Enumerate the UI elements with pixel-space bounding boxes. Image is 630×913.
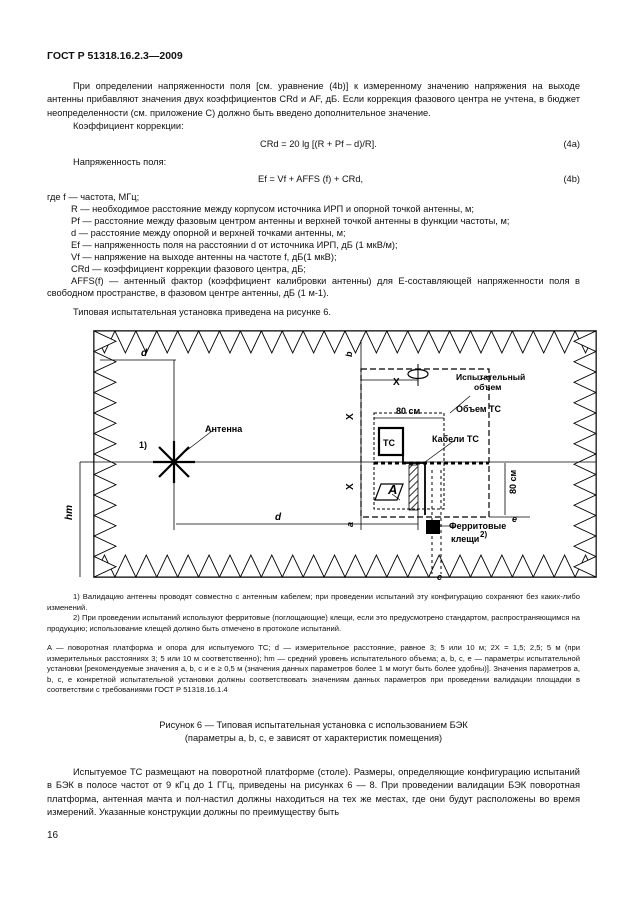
absorber-cone [282, 555, 303, 577]
absorber-cone [94, 434, 116, 455]
absorber-cone [94, 516, 116, 537]
absorber-cone [450, 555, 471, 577]
footnote-2: 2) При проведении испытаний используют ферритовые (поглощающие) клещи, если это предусмотрено стандартом, распространяющимся на продукцию; использование клещей должно быть отмечено в протоколе испытаний. [47, 613, 580, 633]
field-label: Напряженность поля: [73, 157, 167, 167]
absorber-cones [94, 331, 596, 577]
absorber-cone [554, 331, 575, 353]
absorber-cone [574, 536, 596, 557]
label-fn1: 1) [139, 440, 148, 450]
def-line: CRd — коэффициент коррекции фазового центра, дБ; [71, 264, 306, 274]
absorber-cone [512, 555, 533, 577]
equation-4a-number: (4a) [563, 139, 580, 149]
absorber-cone [491, 331, 512, 353]
absorber-cone [220, 331, 241, 353]
setup-intro: Типовая испытательная установка приведена на рисунке 6. [73, 307, 332, 317]
absorber-cone [491, 555, 512, 577]
label-d-main: d [275, 512, 282, 523]
label-x-lower: X [345, 483, 356, 490]
absorber-cone [574, 454, 596, 475]
page-number: 16 [47, 830, 59, 841]
absorber-cone [94, 352, 116, 373]
label-volume-1: Испытательный [456, 372, 526, 382]
absorber-cone [303, 555, 324, 577]
absorber-cone [554, 555, 575, 577]
absorber-cone [387, 331, 408, 353]
label-volume-2: объем [474, 382, 502, 392]
def-line: R — необходимое расстояние между корпусом источника ИРП и опорной точкой антенны, м; [71, 204, 475, 214]
label-c: c [437, 572, 443, 582]
absorber-cone [199, 555, 220, 577]
equation-4a: CRd = 20 lg [(R + Pf – d)/R]. [260, 139, 377, 149]
absorber-cone [178, 331, 199, 353]
standard-header: ГОСТ Р 51318.16.2.3—2009 [47, 50, 183, 62]
absorber-cone [324, 555, 345, 577]
equation-4b-number: (4b) [563, 174, 580, 184]
absorber-cone [574, 352, 596, 373]
label-x-horiz: X [393, 377, 400, 388]
def-line: d — расстояние между опорной и верхней точками антенны, м; [71, 228, 346, 238]
absorber-cone [282, 331, 303, 353]
absorber-cone [94, 454, 116, 475]
label-a-dim: a [345, 521, 355, 527]
label-cable: Кабели ТС [432, 434, 479, 444]
absorber-cone [366, 331, 387, 353]
absorber-cone [94, 413, 116, 434]
label-80: 80 см [396, 406, 421, 416]
label-ts: ТС [383, 438, 395, 448]
absorber-cone [94, 393, 116, 414]
absorber-cone [471, 555, 492, 577]
absorber-cone [408, 555, 429, 577]
label-80-vert: 80 см [508, 469, 518, 494]
label-ferrite-2: клещи [451, 534, 480, 544]
absorber-cone [94, 475, 116, 496]
def-line: Ef — напряженность поля на расстоянии d от источника ИРП, дБ (1 мкВ/м); [71, 240, 398, 250]
label-b: b [344, 351, 354, 357]
absorber-cone [94, 536, 116, 557]
figure-legend: A — поворотная платформа и опора для испытуемого ТС; d — измерительное расстояние, равное 3; 5 или 10 м; 2X = 1,5; 2,5; 5 м (при измерительных расстояниях 3; 5 или 10 м соответственно); hm — средний уровень испытательного объема; a, b, c, e — параметры испытательной установки [рекомендуемые значения a, b, c и e ≥ 0,5 м (значения данных параметров более 1 м могут быть более удобны)]. Значения параметров a, b, c, e конкретной испытательной установки должны соответствовать значениям данных параметров при проведении валидации площадки в соответствии с требованиями ГОСТ Р 51318.16.1.4 [47, 643, 580, 695]
label-fn2: 2) [480, 530, 488, 539]
absorber-cone [429, 331, 450, 353]
label-hm: hm [64, 505, 75, 520]
absorber-cone [261, 331, 282, 353]
absorber-cone [366, 555, 387, 577]
ferrite-clamp [426, 520, 440, 534]
absorber-cone [574, 475, 596, 496]
footnote-1: 1) Валидацию антенны проводят совместно с антенным кабелем; при проведении испытаний эту конфигурацию сохраняют без каких-либо изменений. [47, 592, 580, 612]
closing-paragraph: Испытуемое ТС размещают на поворотной платформе (столе). Размеры, определяющие конфигурацию испытаний в БЭК в полосе частот от 9 кГц до 1 ГГц, приведены на рисунках 6 — 8. При проведении валидации БЭК поворотная платформа, антенная мачта и пол-настил должны находиться на тех же местах, где они будут расположены во время измерений. Указанные конструкции должны по преимуществу быть [47, 767, 580, 817]
def-line: Vf — напряжение на выходе антенны на частоте f, дБ(1 мкВ); [71, 252, 337, 262]
absorber-cone [157, 555, 178, 577]
absorber-cone [574, 413, 596, 434]
absorber-cone [324, 331, 345, 353]
absorber-cone [408, 331, 429, 353]
absorber-cone [178, 555, 199, 577]
absorber-cone [220, 555, 241, 577]
label-a-platform: A [388, 482, 398, 497]
absorber-cone [115, 555, 136, 577]
equation-4b: Ef = Vf + AFFS (f) + CRd, [258, 174, 364, 184]
absorber-cone [303, 331, 324, 353]
label-x-upper: X [345, 413, 356, 420]
absorber-cone [115, 331, 136, 353]
absorber-cone [94, 372, 116, 393]
absorber-cone [240, 331, 261, 353]
def-line: где f — частота, МГц; [47, 192, 140, 202]
intro-paragraph: При определении напряженности поля [см. уравнение (4b)] к измеренному значению напряжения на выходе антенны прибавляют значения двух коэффициентов CRd и AF, дБ. Если коррекция фазового центра не учтена, в бюджет неопределенности (см. приложение С) должно быть введено дополнительное значение. [47, 81, 580, 118]
absorber-cone [450, 331, 471, 353]
def-line: Pf — расстояние между фазовым центром антенны и верхней точкой антенны в функции частоты, м; [71, 216, 510, 226]
absorber-cone [157, 331, 178, 353]
absorber-cone [199, 331, 220, 353]
absorber-cone [574, 372, 596, 393]
label-antenna: Антенна [205, 424, 243, 434]
absorber-cone [240, 555, 261, 577]
absorber-cone [574, 495, 596, 516]
absorber-cone [345, 331, 366, 353]
absorber-cone [574, 393, 596, 414]
chamber-outline [94, 331, 596, 577]
absorber-cone [387, 555, 408, 577]
absorber-cone [471, 331, 492, 353]
label-ferrite-1: Ферритовые [449, 521, 507, 531]
def-line: AFFS(f) — антенный фактор (коэффициент калибровки антенны) для E-составляющей напряженности поля в свободном пространстве, в фазовом центре антенны, дБ (1 м-1). [47, 276, 580, 299]
figure-caption: Рисунок 6 — Типовая испытательная установка с использованием БЭК [159, 720, 468, 730]
absorber-cone [533, 555, 554, 577]
figure-caption-sub: (параметры a, b, c, e зависят от характеристик помещения) [184, 733, 443, 743]
label-d-top: d [141, 348, 148, 359]
label-e: e [512, 514, 518, 524]
label-eut-volume: Объем ТС [456, 404, 502, 414]
absorber-cone [574, 516, 596, 537]
absorber-cone [345, 555, 366, 577]
absorber-cone [574, 434, 596, 455]
coef-label: Коэффициент коррекции: [73, 121, 184, 131]
absorber-cone [512, 331, 533, 353]
absorber-cone [261, 555, 282, 577]
absorber-cone [136, 555, 157, 577]
absorber-cone [94, 495, 116, 516]
absorber-cone [533, 331, 554, 353]
